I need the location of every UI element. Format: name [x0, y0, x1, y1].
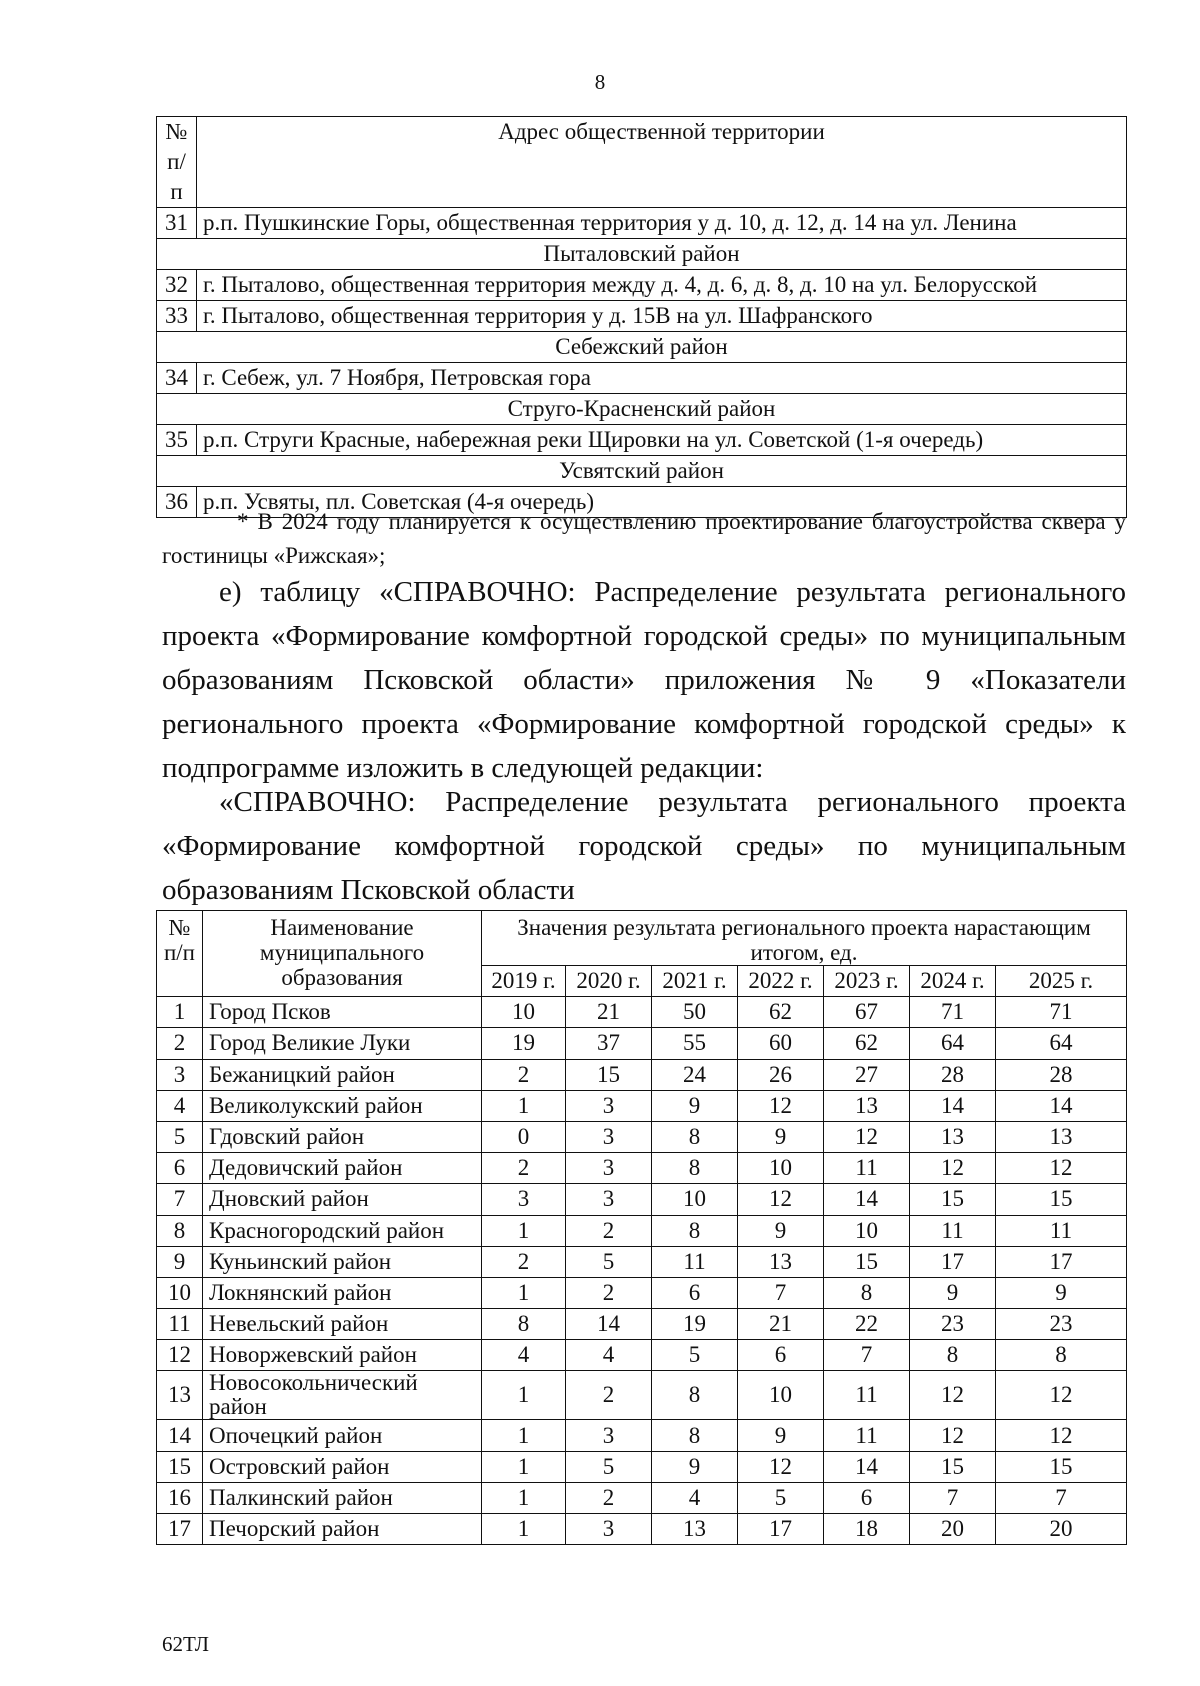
page-number: 8 — [594, 70, 606, 94]
table-row — [157, 1153, 1127, 1184]
row-value: 67 — [824, 997, 910, 1028]
row-value: 1 — [482, 1215, 566, 1246]
row-value: 8 — [910, 1340, 996, 1371]
row-value: 7 — [910, 1482, 996, 1513]
row-value: 9 — [652, 1090, 738, 1121]
row-value: 14 — [910, 1090, 996, 1121]
row-value: 13 — [824, 1090, 910, 1121]
district-row — [157, 332, 1127, 363]
row-value: 12 — [738, 1451, 824, 1482]
row-value: 15 — [910, 1451, 996, 1482]
row-value: 11 — [910, 1215, 996, 1246]
row-value: 1 — [482, 1420, 566, 1451]
row-number: 13 — [157, 1371, 203, 1420]
table-row — [157, 997, 1127, 1028]
paragraph-e: е) таблицу «СПРАВОЧНО: Распределение результата регионального проекта «Формирование комфортной городской среды» по муниципальным образованиям Псковской области» приложения № 9 «Показатели регионального проекта «Формирование комфортной городской среды» к подпрограмме изложить в следующей редакции: — [162, 576, 1126, 784]
row-value: 5 — [652, 1340, 738, 1371]
footer-code: 62ТЛ — [162, 1632, 210, 1656]
row-value: 10 — [652, 1184, 738, 1215]
row-value: 12 — [910, 1153, 996, 1184]
row-value: 2 — [566, 1277, 652, 1308]
district-name: Струго-Красненский район — [157, 394, 1127, 425]
row-value: 10 — [824, 1215, 910, 1246]
row-value: 9 — [996, 1277, 1127, 1308]
row-value: 8 — [652, 1215, 738, 1246]
results-table — [156, 910, 1127, 1545]
row-municipality: Бежаницкий район — [203, 1059, 482, 1090]
row-value: 71 — [910, 997, 996, 1028]
row-number: 14 — [157, 1420, 203, 1451]
row-value: 8 — [652, 1121, 738, 1152]
row-value: 23 — [996, 1309, 1127, 1340]
row-value: 15 — [566, 1059, 652, 1090]
row-value: 14 — [824, 1184, 910, 1215]
row-value: 1 — [482, 1371, 566, 1420]
header-address: Адрес общественной территории — [197, 117, 1127, 208]
row-value: 64 — [910, 1028, 996, 1059]
row-value: 12 — [738, 1090, 824, 1121]
row-number: 12 — [157, 1340, 203, 1371]
addresses-table — [156, 116, 1127, 518]
row-value: 11 — [824, 1153, 910, 1184]
row-municipality: Куньинский район — [203, 1246, 482, 1277]
row-value: 64 — [996, 1028, 1127, 1059]
row-value: 8 — [824, 1277, 910, 1308]
row-value: 9 — [652, 1451, 738, 1482]
row-value: 22 — [824, 1309, 910, 1340]
table-row — [157, 1215, 1127, 1246]
row-value: 7 — [996, 1482, 1127, 1513]
row-value: 12 — [824, 1121, 910, 1152]
district-name: Себежский район — [157, 332, 1127, 363]
row-value: 2 — [566, 1482, 652, 1513]
row-value: 3 — [566, 1420, 652, 1451]
row-value: 12 — [996, 1153, 1127, 1184]
table-row — [157, 425, 1127, 456]
header-year: 2020 г. — [566, 966, 652, 997]
row-value: 2 — [482, 1246, 566, 1277]
header-num: № п/п — [157, 911, 203, 997]
row-municipality: Локнянский район — [203, 1277, 482, 1308]
table-row — [157, 301, 1127, 332]
row-value: 20 — [910, 1514, 996, 1545]
row-value: 62 — [738, 997, 824, 1028]
row-value: 7 — [738, 1277, 824, 1308]
row-value: 5 — [566, 1246, 652, 1277]
row-value: 4 — [652, 1482, 738, 1513]
row-value: 6 — [738, 1340, 824, 1371]
row-number: 2 — [157, 1028, 203, 1059]
row-value: 12 — [996, 1371, 1127, 1420]
header-year: 2024 г. — [910, 966, 996, 997]
row-value: 1 — [482, 1277, 566, 1308]
row-number: 9 — [157, 1246, 203, 1277]
table-row — [157, 1420, 1127, 1451]
row-value: 21 — [738, 1309, 824, 1340]
results-table-header-row-1 — [157, 911, 1127, 966]
row-value: 14 — [996, 1090, 1127, 1121]
row-value: 18 — [824, 1514, 910, 1545]
row-municipality: Великолукский район — [203, 1090, 482, 1121]
row-value: 8 — [482, 1309, 566, 1340]
row-value: 6 — [652, 1277, 738, 1308]
table-row — [157, 1514, 1127, 1545]
table-row — [157, 363, 1127, 394]
row-value: 9 — [738, 1215, 824, 1246]
row-number: 35 — [157, 425, 197, 456]
row-value: 23 — [910, 1309, 996, 1340]
row-municipality: Новосокольнический район — [203, 1371, 482, 1420]
row-value: 1 — [482, 1090, 566, 1121]
table-row — [157, 1309, 1127, 1340]
row-value: 3 — [566, 1121, 652, 1152]
row-address: г. Пыталово, общественная территория между д. 4, д. 6, д. 8, д. 10 на ул. Белорусской — [197, 270, 1127, 301]
table-row — [157, 1451, 1127, 1482]
row-value: 12 — [910, 1371, 996, 1420]
row-number: 4 — [157, 1090, 203, 1121]
row-value: 15 — [910, 1184, 996, 1215]
row-value: 28 — [996, 1059, 1127, 1090]
row-value: 3 — [566, 1153, 652, 1184]
row-value: 1 — [482, 1482, 566, 1513]
row-value: 55 — [652, 1028, 738, 1059]
row-value: 37 — [566, 1028, 652, 1059]
row-municipality: Город Великие Луки — [203, 1028, 482, 1059]
table-row — [157, 270, 1127, 301]
row-value: 2 — [566, 1215, 652, 1246]
row-value: 11 — [652, 1246, 738, 1277]
row-value: 3 — [566, 1514, 652, 1545]
row-value: 8 — [652, 1371, 738, 1420]
header-name: Наименование муниципального образования — [203, 911, 482, 997]
row-value: 13 — [652, 1514, 738, 1545]
district-row — [157, 239, 1127, 270]
row-number: 10 — [157, 1277, 203, 1308]
paragraph-title: «СПРАВОЧНО: Распределение результата регионального проекта «Формирование комфортной городской среды» по муниципальным образованиям Псковской области — [162, 786, 1126, 906]
row-municipality: Гдовский район — [203, 1121, 482, 1152]
row-value: 21 — [566, 997, 652, 1028]
row-value: 8 — [652, 1420, 738, 1451]
row-number: 34 — [157, 363, 197, 394]
row-value: 4 — [482, 1340, 566, 1371]
row-value: 2 — [482, 1153, 566, 1184]
row-municipality: Новоржевский район — [203, 1340, 482, 1371]
row-municipality: Невельский район — [203, 1309, 482, 1340]
row-value: 8 — [652, 1153, 738, 1184]
table-row — [157, 208, 1127, 239]
row-number: 7 — [157, 1184, 203, 1215]
header-num: № п/п — [157, 117, 197, 208]
row-value: 4 — [566, 1340, 652, 1371]
row-number: 5 — [157, 1121, 203, 1152]
row-value: 13 — [738, 1246, 824, 1277]
row-number: 32 — [157, 270, 197, 301]
row-number: 16 — [157, 1482, 203, 1513]
row-number: 33 — [157, 301, 197, 332]
row-value: 11 — [824, 1420, 910, 1451]
row-number: 6 — [157, 1153, 203, 1184]
row-value: 8 — [996, 1340, 1127, 1371]
row-value: 1 — [482, 1451, 566, 1482]
row-value: 15 — [996, 1184, 1127, 1215]
row-value: 12 — [910, 1420, 996, 1451]
table-row — [157, 1090, 1127, 1121]
district-row — [157, 456, 1127, 487]
row-value: 15 — [824, 1246, 910, 1277]
row-value: 60 — [738, 1028, 824, 1059]
row-municipality: Дновский район — [203, 1184, 482, 1215]
row-address: р.п. Струги Красные, набережная реки Щировки на ул. Советской (1-я очередь) — [197, 425, 1127, 456]
row-value: 14 — [824, 1451, 910, 1482]
row-value: 2 — [566, 1371, 652, 1420]
row-value: 11 — [996, 1215, 1127, 1246]
row-value: 13 — [910, 1121, 996, 1152]
row-value: 50 — [652, 997, 738, 1028]
district-name: Усвятский район — [157, 456, 1127, 487]
row-value: 3 — [566, 1090, 652, 1121]
row-municipality: Палкинский район — [203, 1482, 482, 1513]
row-value: 7 — [824, 1340, 910, 1371]
footnote: * В 2024 году планируется к осуществлению проектирование благоустройства сквера у гостиницы «Рижская»; — [162, 509, 1126, 568]
header-year: 2023 г. — [824, 966, 910, 997]
district-row — [157, 394, 1127, 425]
header-year: 2022 г. — [738, 966, 824, 997]
row-value: 9 — [738, 1420, 824, 1451]
table-row — [157, 1028, 1127, 1059]
header-year: 2021 г. — [652, 966, 738, 997]
row-address: р.п. Усвяты, пл. Советская (4-я очередь) — [197, 487, 1127, 518]
row-address: г. Пыталово, общественная территория у д. 15В на ул. Шафранского — [197, 301, 1127, 332]
row-value: 28 — [910, 1059, 996, 1090]
row-value: 13 — [996, 1121, 1127, 1152]
row-number: 36 — [157, 487, 197, 518]
row-value: 12 — [738, 1184, 824, 1215]
row-municipality: Островский район — [203, 1451, 482, 1482]
row-value: 1 — [482, 1514, 566, 1545]
row-value: 20 — [996, 1514, 1127, 1545]
row-number: 31 — [157, 208, 197, 239]
row-value: 24 — [652, 1059, 738, 1090]
row-value: 17 — [738, 1514, 824, 1545]
row-value: 3 — [482, 1184, 566, 1215]
table-row — [157, 1059, 1127, 1090]
row-value: 9 — [738, 1121, 824, 1152]
row-value: 19 — [482, 1028, 566, 1059]
row-value: 5 — [738, 1482, 824, 1513]
row-value: 2 — [482, 1059, 566, 1090]
row-number: 15 — [157, 1451, 203, 1482]
row-value: 12 — [996, 1420, 1127, 1451]
row-value: 11 — [824, 1371, 910, 1420]
table-row — [157, 1246, 1127, 1277]
table-row — [157, 1340, 1127, 1371]
table-row — [157, 1482, 1127, 1513]
row-value: 71 — [996, 997, 1127, 1028]
row-value: 0 — [482, 1121, 566, 1152]
row-value: 17 — [910, 1246, 996, 1277]
table-row — [157, 1277, 1127, 1308]
row-address: р.п. Пушкинские Горы, общественная территория у д. 10, д. 12, д. 14 на ул. Ленина — [197, 208, 1127, 239]
table-row — [157, 1371, 1127, 1420]
row-value: 62 — [824, 1028, 910, 1059]
row-municipality: Опочецкий район — [203, 1420, 482, 1451]
row-municipality: Город Псков — [203, 997, 482, 1028]
district-name: Пыталовский район — [157, 239, 1127, 270]
row-number: 1 — [157, 997, 203, 1028]
row-value: 3 — [566, 1184, 652, 1215]
row-value: 9 — [910, 1277, 996, 1308]
row-value: 26 — [738, 1059, 824, 1090]
row-number: 3 — [157, 1059, 203, 1090]
row-number: 11 — [157, 1309, 203, 1340]
row-municipality: Печорский район — [203, 1514, 482, 1545]
row-value: 27 — [824, 1059, 910, 1090]
row-value: 19 — [652, 1309, 738, 1340]
row-value: 5 — [566, 1451, 652, 1482]
row-address: г. Себеж, ул. 7 Ноября, Петровская гора — [197, 363, 1127, 394]
row-number: 17 — [157, 1514, 203, 1545]
row-value: 17 — [996, 1246, 1127, 1277]
table-row — [157, 1184, 1127, 1215]
row-value: 10 — [482, 997, 566, 1028]
header-values: Значения результата регионального проекта нарастающим итогом, ед. — [482, 911, 1127, 966]
addresses-table-header — [157, 117, 1127, 208]
table-row — [157, 1121, 1127, 1152]
row-value: 15 — [996, 1451, 1127, 1482]
row-value: 6 — [824, 1482, 910, 1513]
row-municipality: Красногородский район — [203, 1215, 482, 1246]
header-year: 2019 г. — [482, 966, 566, 997]
header-year: 2025 г. — [996, 966, 1127, 997]
row-value: 14 — [566, 1309, 652, 1340]
row-number: 8 — [157, 1215, 203, 1246]
row-value: 10 — [738, 1153, 824, 1184]
row-value: 10 — [738, 1371, 824, 1420]
row-municipality: Дедовичский район — [203, 1153, 482, 1184]
